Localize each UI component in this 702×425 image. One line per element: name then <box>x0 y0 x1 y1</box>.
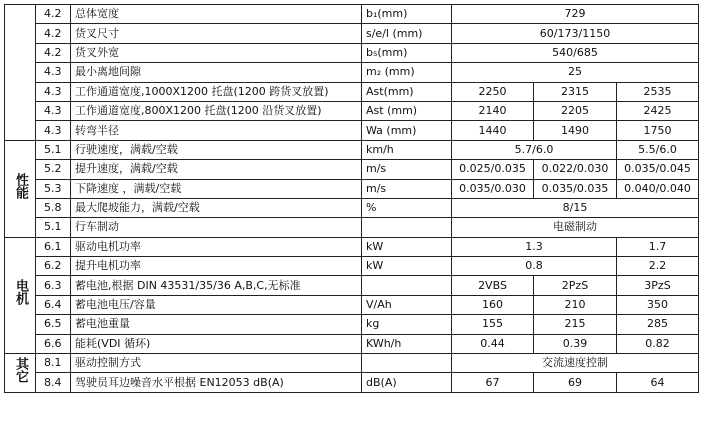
item-code: 6.1 <box>36 237 71 256</box>
item-value: 69 <box>534 373 617 392</box>
item-code: 5.2 <box>36 160 71 179</box>
category-cell <box>5 354 36 393</box>
item-value: 155 <box>452 315 534 334</box>
item-value: 8/15 <box>452 198 699 217</box>
item-name: 转弯半径 <box>71 121 362 140</box>
table-row <box>5 101 699 120</box>
item-unit: Ast(mm) <box>362 82 452 101</box>
item-value: 5.7/6.0 <box>452 140 617 159</box>
item-name: 工作通道宽度,800X1200 托盘(1200 沿货叉放置) <box>71 101 362 120</box>
item-value: 540/685 <box>452 43 699 62</box>
item-value: 电磁制动 <box>452 218 699 237</box>
item-unit: s/e/l (mm) <box>362 24 452 43</box>
item-code: 6.5 <box>36 315 71 334</box>
item-name: 提升电机功率 <box>71 257 362 276</box>
item-value: 2VBS <box>452 276 534 295</box>
item-value: 1440 <box>452 121 534 140</box>
item-name: 驾驶员耳边噪音水平根据 EN12053 dB(A) <box>71 373 362 392</box>
item-unit: kg <box>362 315 452 334</box>
item-code: 8.1 <box>36 354 71 373</box>
item-value: 交流速度控制 <box>452 354 699 373</box>
item-name: 蓄电池,根据 DIN 43531/35/36 A,B,C,无标准 <box>71 276 362 295</box>
item-code: 5.1 <box>36 218 71 237</box>
item-value: 1.7 <box>617 237 699 256</box>
item-unit <box>362 218 452 237</box>
item-unit: b₁(mm) <box>362 5 452 24</box>
item-value: 2250 <box>452 82 534 101</box>
item-value: 3PzS <box>617 276 699 295</box>
item-name: 最小离地间隙 <box>71 63 362 82</box>
item-code: 6.2 <box>36 257 71 276</box>
item-unit: Wa (mm) <box>362 121 452 140</box>
item-name: 提升速度，满载/空载 <box>71 160 362 179</box>
item-value: 0.82 <box>617 334 699 353</box>
item-value: 0.8 <box>452 257 617 276</box>
table-row <box>5 179 699 198</box>
item-code: 4.3 <box>36 63 71 82</box>
category-label: 电机 <box>13 279 28 306</box>
table-row <box>5 82 699 101</box>
item-value: 0.035/0.035 <box>534 179 617 198</box>
table-row <box>5 354 699 373</box>
table-row <box>5 5 699 24</box>
item-code: 8.4 <box>36 373 71 392</box>
item-value: 2315 <box>534 82 617 101</box>
item-code: 4.3 <box>36 82 71 101</box>
item-value: 1750 <box>617 121 699 140</box>
category-cell <box>5 237 36 353</box>
item-name: 工作通道宽度,1000X1200 托盘(1200 跨货叉放置) <box>71 82 362 101</box>
item-unit: m/s <box>362 179 452 198</box>
table-row <box>5 63 699 82</box>
category-label: 性能 <box>13 172 28 199</box>
item-name: 货叉尺寸 <box>71 24 362 43</box>
item-code: 6.4 <box>36 295 71 314</box>
item-unit: kW <box>362 257 452 276</box>
item-unit: b₅(mm) <box>362 43 452 62</box>
item-code: 5.8 <box>36 198 71 217</box>
item-name: 驱动控制方式 <box>71 354 362 373</box>
item-unit: m₂ (mm) <box>362 63 452 82</box>
item-value: 2205 <box>534 101 617 120</box>
item-unit <box>362 276 452 295</box>
table-row <box>5 121 699 140</box>
item-value: 160 <box>452 295 534 314</box>
item-value: 0.035/0.045 <box>617 160 699 179</box>
item-value: 60/173/1150 <box>452 24 699 43</box>
item-value: 25 <box>452 63 699 82</box>
item-name: 蓄电池重量 <box>71 315 362 334</box>
item-unit: V/Ah <box>362 295 452 314</box>
item-value: 5.5/6.0 <box>617 140 699 159</box>
item-value: 0.035/0.030 <box>452 179 534 198</box>
table-row <box>5 257 699 276</box>
item-code: 5.3 <box>36 179 71 198</box>
item-name: 行车制动 <box>71 218 362 237</box>
item-name: 下降速度 ，满载/空载 <box>71 179 362 198</box>
item-value: 0.44 <box>452 334 534 353</box>
item-unit: % <box>362 198 452 217</box>
item-unit: km/h <box>362 140 452 159</box>
item-unit: kW <box>362 237 452 256</box>
item-name: 蓄电池电压/容量 <box>71 295 362 314</box>
item-code: 4.3 <box>36 101 71 120</box>
item-value: 215 <box>534 315 617 334</box>
item-code: 4.3 <box>36 121 71 140</box>
item-value: 1.3 <box>452 237 617 256</box>
item-name: 最大爬坡能力，满载/空载 <box>71 198 362 217</box>
table-row <box>5 334 699 353</box>
item-name: 能耗(VDI 循环) <box>71 334 362 353</box>
table-row <box>5 140 699 159</box>
table-row <box>5 24 699 43</box>
item-name: 总体宽度 <box>71 5 362 24</box>
item-value: 2535 <box>617 82 699 101</box>
item-code: 4.2 <box>36 24 71 43</box>
item-value: 2PzS <box>534 276 617 295</box>
item-value: 1490 <box>534 121 617 140</box>
item-value: 2140 <box>452 101 534 120</box>
table-row <box>5 237 699 256</box>
item-value: 67 <box>452 373 534 392</box>
item-value: 285 <box>617 315 699 334</box>
item-unit: Ast (mm) <box>362 101 452 120</box>
item-value: 2.2 <box>617 257 699 276</box>
spec-table <box>4 4 699 393</box>
table-row <box>5 315 699 334</box>
item-value: 210 <box>534 295 617 314</box>
table-row <box>5 373 699 392</box>
item-name: 驱动电机功率 <box>71 237 362 256</box>
item-value: 64 <box>617 373 699 392</box>
item-value: 2425 <box>617 101 699 120</box>
table-row <box>5 276 699 295</box>
item-value: 729 <box>452 5 699 24</box>
item-value: 0.022/0.030 <box>534 160 617 179</box>
category-label: 其它 <box>13 356 28 383</box>
item-unit: KWh/h <box>362 334 452 353</box>
category-cell <box>5 140 36 237</box>
item-name: 货叉外宽 <box>71 43 362 62</box>
item-value: 0.025/0.035 <box>452 160 534 179</box>
item-unit <box>362 354 452 373</box>
item-name: 行驶速度，满载/空载 <box>71 140 362 159</box>
item-value: 350 <box>617 295 699 314</box>
category-cell <box>5 5 36 141</box>
table-row <box>5 218 699 237</box>
item-code: 4.2 <box>36 43 71 62</box>
item-unit: m/s <box>362 160 452 179</box>
item-code: 6.3 <box>36 276 71 295</box>
table-row <box>5 295 699 314</box>
item-code: 5.1 <box>36 140 71 159</box>
table-row <box>5 43 699 62</box>
item-unit: dB(A) <box>362 373 452 392</box>
table-row <box>5 198 699 217</box>
table-row <box>5 160 699 179</box>
item-value: 0.040/0.040 <box>617 179 699 198</box>
item-code: 6.6 <box>36 334 71 353</box>
item-code: 4.2 <box>36 5 71 24</box>
item-value: 0.39 <box>534 334 617 353</box>
